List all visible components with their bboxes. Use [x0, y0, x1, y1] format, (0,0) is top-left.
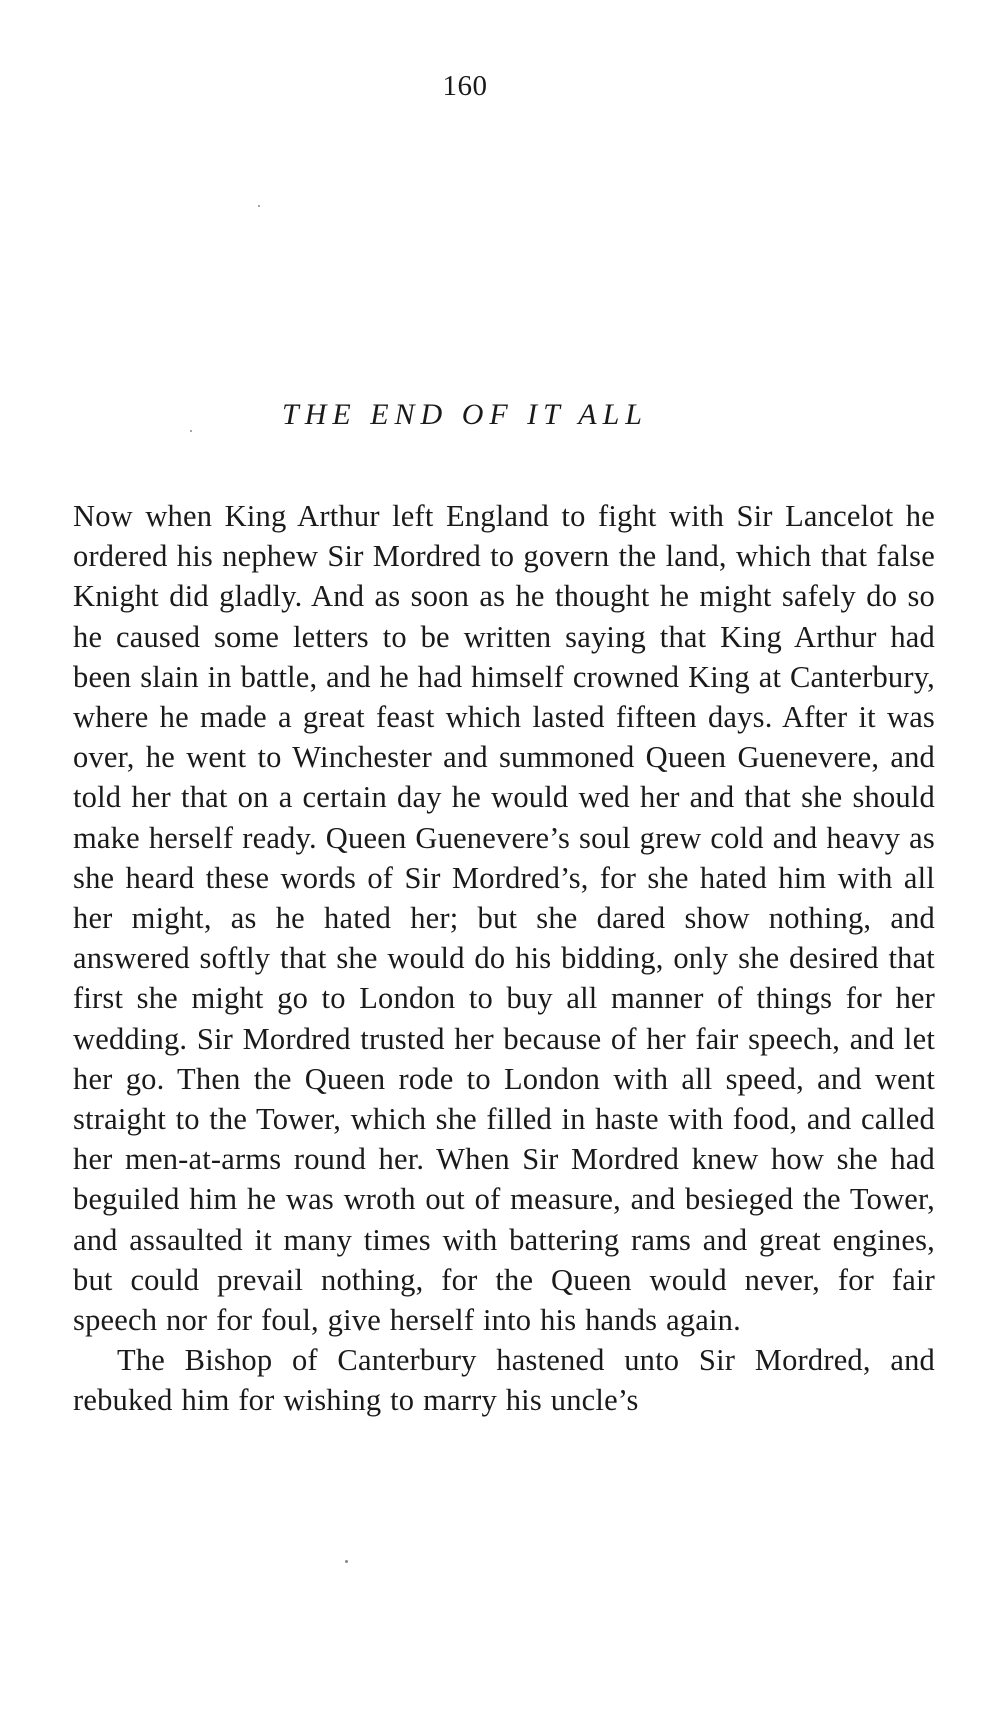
scan-speck [190, 430, 192, 432]
chapter-title: THE END OF IT ALL [282, 398, 648, 431]
paragraph-1: Now when King Arthur left England to fight with Sir Lancelot he ordered his nephew Sir Mordred to govern the land, which that false Knight did gladly. And as soon as he thought he might safely do so he caused some letters to be written saying that King Arthur had been slain in battle, and he had himself crowned King at Canterbury, where he made a great feast which lasted fifteen days. After it was over, he went to Winchester and summoned Queen Guenevere, and told her that on a certain day he would wed her and that she should make herself ready. Queen Guenevere’s soul grew cold and heavy as she heard these words of Sir Mordred’s, for she hated him with all her might, as he hated her; but she dared show nothing, and answered softly that she would do his bidding, only she desired that first she might go to London to buy all manner of things for her wedding. Sir Mordred trusted her because of her fair speech, and let her go. Then the Queen rode to London with all speed, and went straight to the Tower, which she filled in haste with food, and called her men-at-arms round her. When Sir Mordred knew how she had beguiled him he was wroth out of measure, and besieged the Tower, and assaulted it many times with battering rams and great engines, but could prevail nothing, for the Queen would never, for fair speech nor for foul, give herself into his hands again. [73, 499, 935, 1338]
paragraph-2: The Bishop of Canterbury hastened unto Sir Mordred, and rebuked him for wishing to marry his uncle’s [73, 1343, 935, 1418]
scan-speck [258, 205, 260, 207]
page-number: 160 [442, 70, 488, 102]
body-text [73, 496, 935, 1421]
scan-speck [345, 1560, 348, 1563]
